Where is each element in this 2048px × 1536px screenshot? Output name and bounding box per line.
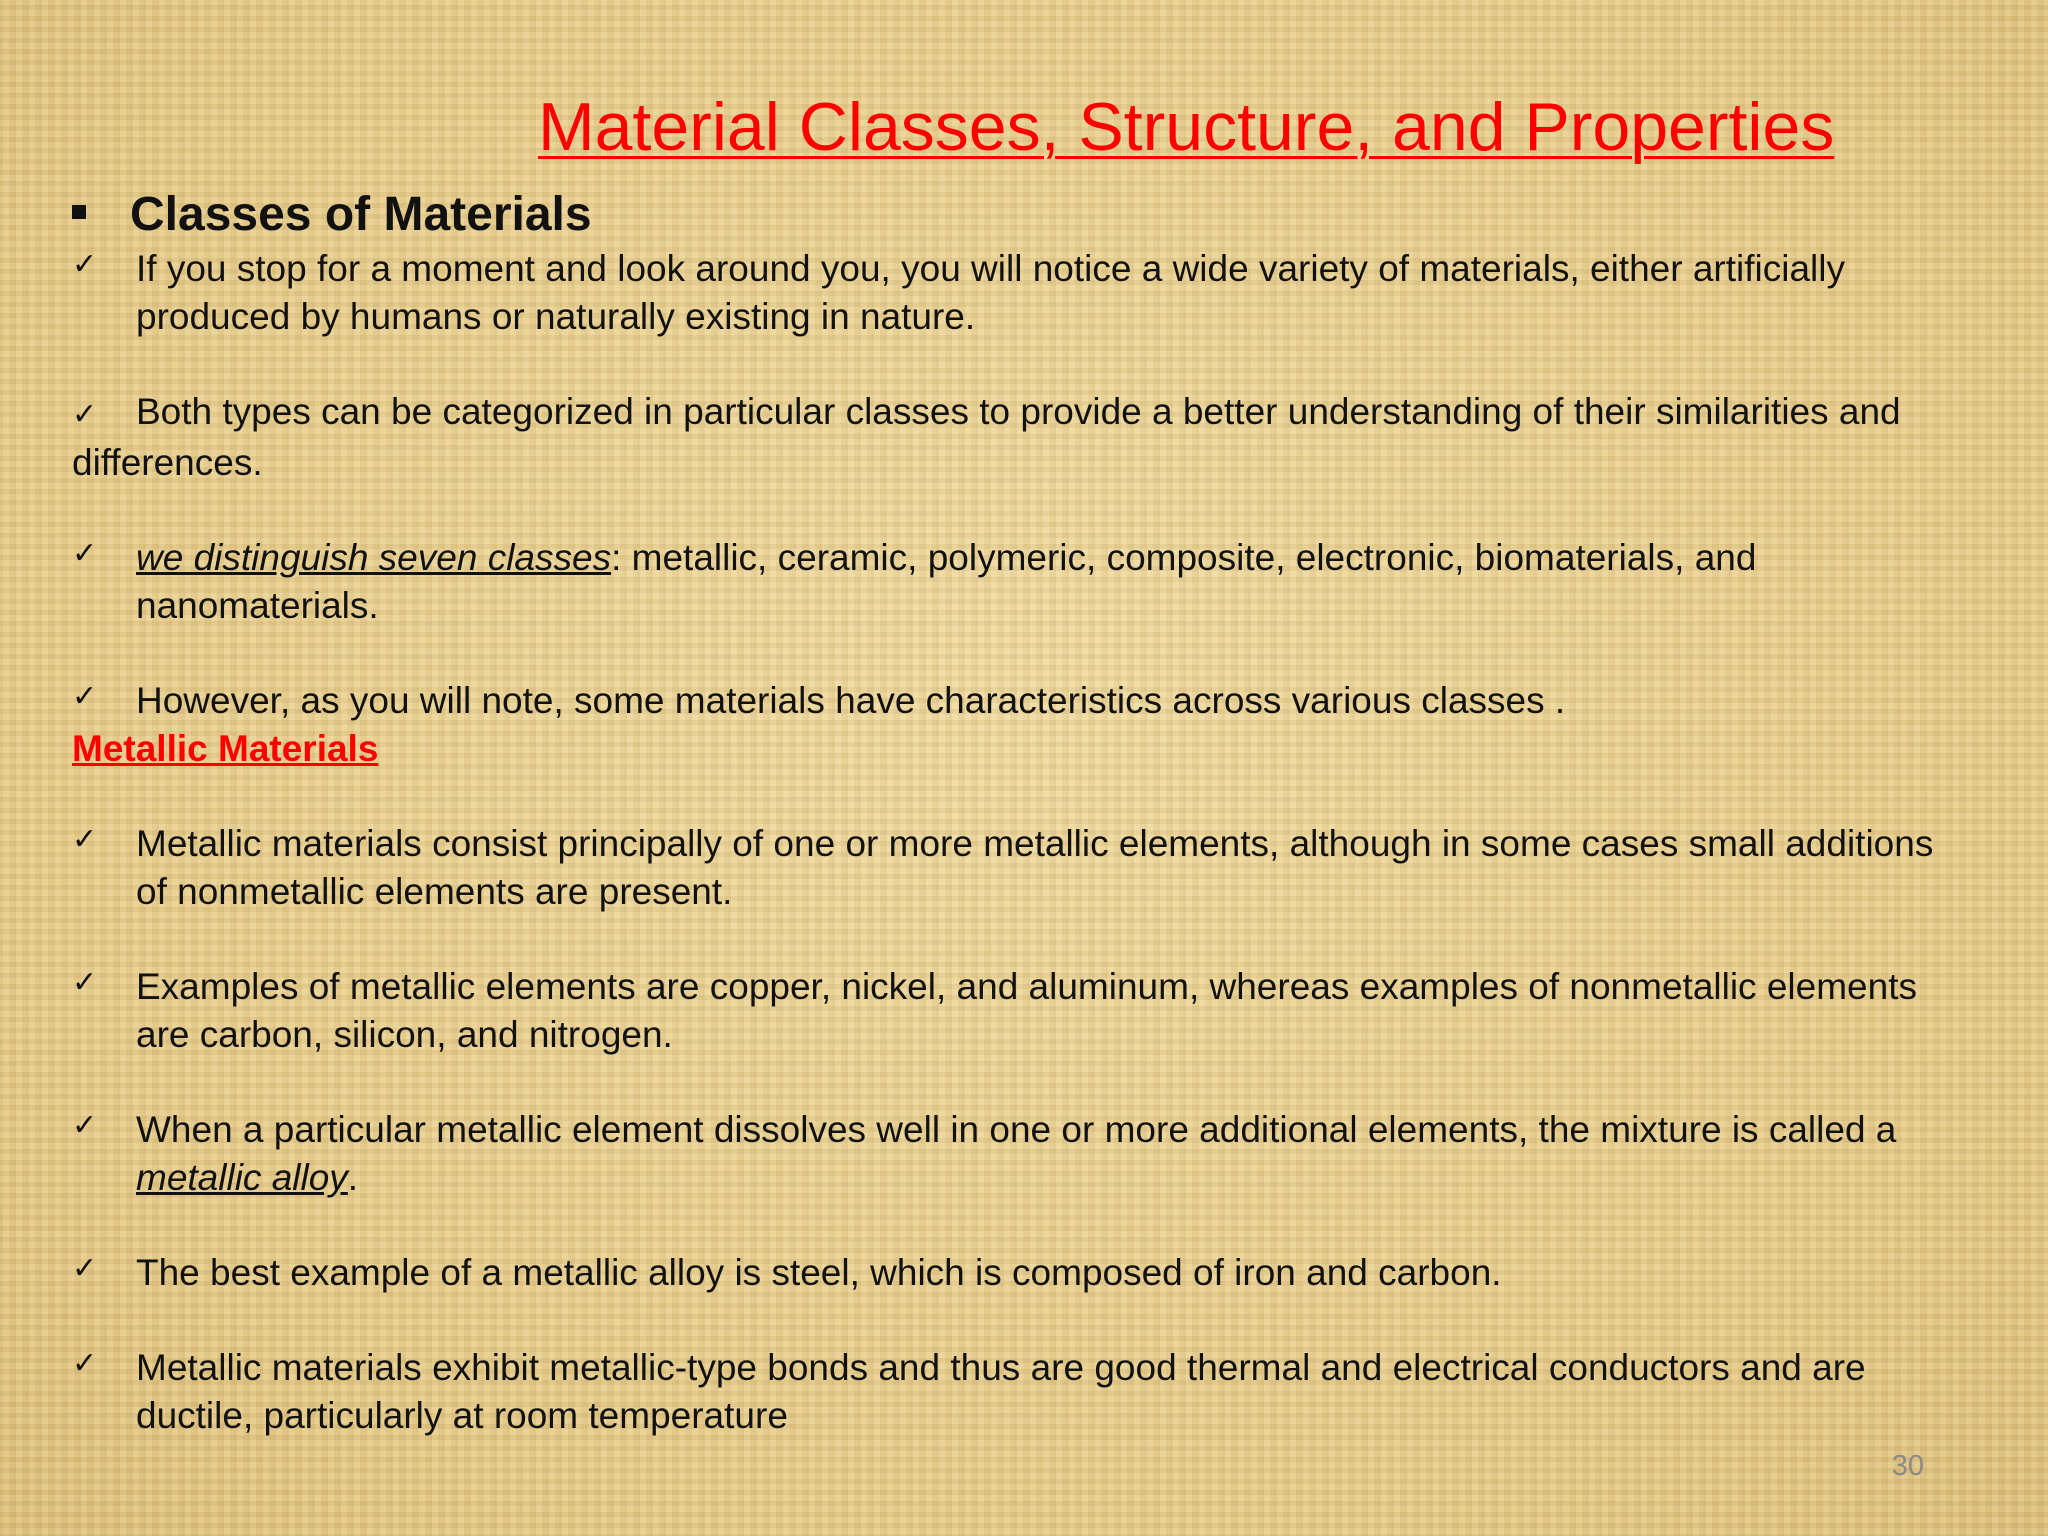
square-bullet-icon: [72, 205, 86, 219]
checkmark-icon: ✓: [72, 965, 98, 1000]
metallic-materials-heading: Metallic Materials: [72, 728, 379, 769]
bullet-item: [72, 820, 1972, 916]
bullet-text: : metallic, ceramic, polymeric, composite, electronic, biomaterials, and nanomaterials.: [136, 537, 1757, 626]
emphasis-text: metallic alloy: [136, 1157, 348, 1198]
bullet-item: [72, 388, 1972, 487]
page-number: 30: [1891, 1450, 1924, 1482]
bullet-text: If you stop for a moment and look around you, you will notice a wide variety of materials, either artificially produced by humans or naturally existing in nature.: [136, 248, 1845, 337]
bullet-text: However, as you will note, some materials have characteristics across various classes .: [136, 680, 1566, 721]
emphasis-text: we distinguish seven classes: [136, 537, 612, 578]
section-heading-text: Classes of Materials: [130, 188, 592, 241]
bullet-item: [72, 963, 1972, 1059]
checkmark-icon: ✓: [72, 247, 98, 282]
checkmark-icon: ✓: [72, 822, 98, 857]
checkmark-icon: ✓: [72, 1108, 98, 1143]
checkmark-icon: ✓: [72, 536, 98, 571]
checkmark-icon: ✓: [72, 397, 98, 432]
bullet-text: When a particular metallic element dissolves well in one or more additional elements, the mixture is called a: [136, 1109, 1897, 1150]
checkmark-icon: ✓: [72, 1251, 98, 1286]
checkmark-icon: ✓: [72, 679, 98, 714]
bullet-item: [72, 1106, 1972, 1202]
slide-content: [72, 245, 1972, 1440]
section-heading: [72, 187, 592, 242]
bullet-item: [72, 1344, 1972, 1440]
bullet-item: [72, 534, 1972, 630]
bullet-text: Metallic materials exhibit metallic-type bonds and thus are good thermal and electrical conductors and are ductile, particularly at room temperature: [136, 1347, 1866, 1436]
slide-title: Material Classes, Structure, and Properties: [538, 89, 1835, 165]
bullet-item: [72, 1249, 1972, 1297]
bullet-item: [72, 677, 1972, 725]
checkmark-icon: ✓: [72, 1346, 98, 1381]
bullet-text-end: .: [347, 1157, 359, 1198]
bullet-text: Both types can be categorized in particular classes to provide a better understanding of their similarities and differences.: [72, 391, 1901, 483]
bullet-text: The best example of a metallic alloy is steel, which is composed of iron and carbon.: [136, 1252, 1502, 1293]
bullet-item: [72, 245, 1972, 341]
bullet-text: Metallic materials consist principally of one or more metallic elements, although in some cases small additions of nonmetallic elements are present.: [136, 823, 1934, 912]
bullet-text: Examples of metallic elements are copper, nickel, and aluminum, whereas examples of nonmetallic elements are carbon, silicon, and nitrogen.: [136, 966, 1917, 1055]
